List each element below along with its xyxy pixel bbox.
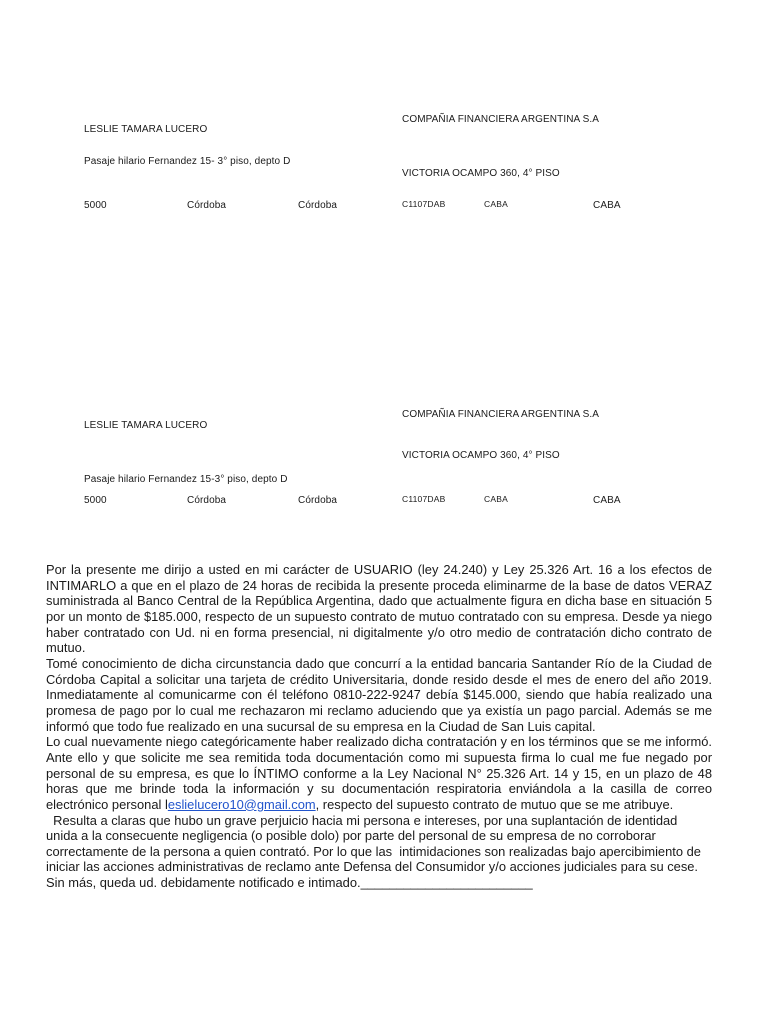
sender-name-1: LESLIE TAMARA LUCERO <box>84 124 208 135</box>
recipient-company-1: COMPAÑIA FINANCIERA ARGENTINA S.A <box>402 114 600 125</box>
sender-province-1: Córdoba <box>298 200 338 211</box>
letter-paragraph-2: Tomé conocimiento de dicha circunstancia dado que concurrí a la entidad bancaria Santander Río de la Ciudad de Córdoba Capital a solicitar una tarjeta de crédito Universitaria, donde resido desde el mes de enero del año 2019. Inmediatamente al comunicarme con él teléfono 0810-222-9247 debía $145.000, siendo que había realizado una promesa de pago por lo cual me rechazaron mi reclamo aduciendo que ya existía un pago parcial. Además se me informó que todo fue realizado en una sucursal de su empresa en la Ciudad de San Luis capital. <box>46 655 712 734</box>
letter-body <box>46 562 712 891</box>
email-link[interactable]: eslielucero10@gmail.com <box>167 796 316 812</box>
recipient-city-1: CABA <box>484 199 508 209</box>
sender-name-2: LESLIE TAMARA LUCERO <box>84 420 208 431</box>
recipient-company-2: COMPAÑIA FINANCIERA ARGENTINA S.A <box>402 409 600 420</box>
recipient-postal-2: C1107DAB <box>402 494 446 504</box>
sender-city-1: Córdoba <box>187 200 227 211</box>
sender-province-2: Córdoba <box>298 495 338 506</box>
recipient-city-2: CABA <box>484 494 508 504</box>
recipient-postal-1: C1107DAB <box>402 199 446 209</box>
letter-paragraph-3-text: Lo cual nuevamente niego categóricamente haber realizado dicha contratación y en los términos que se me informó. Ante ello y que solicite me sea remitida toda documentación como mi supuesta firma lo cual me fue negado por personal de su empresa, es que lo ÍNTIMO conforme a la Ley Nacional N° 25.326 Art. 14 y 15, en un plazo de 48 horas que me brinde toda la información y su documentación respiratoria enviándola a la casilla de correo electrónico personal l <box>46 734 712 812</box>
letter-paragraph-4: Resulta a claras que hubo un grave perjuicio hacia mi persona e intereses, por una suplantación de identidad unida a la consecuente negligencia (o posible dolo) por parte del personal de su empresa de no corroborar correctamente de la persona a quien contrató. Por lo que las intimidaciones son realizadas bajo apercibimiento de iniciar las acciones administrativas de reclamo ante Defensa del Consumidor y/o acciones judiciales para su cese. Sin más, queda ud. debidamente notificado e intimado.________________________ <box>46 812 706 891</box>
sender-address-1: Pasaje hilario Fernandez 15- 3° piso, depto D <box>84 156 291 167</box>
recipient-province-1: CABA <box>593 200 621 211</box>
sender-city-2: Córdoba <box>187 495 227 506</box>
letter-paragraph-3-tail: , respecto del supuesto contrato de mutuo que se me atribuye. <box>315 796 674 812</box>
recipient-address-1: VICTORIA OCAMPO 360, 4° PISO <box>402 168 560 179</box>
recipient-province-2: CABA <box>593 495 621 506</box>
sender-postal-2: 5000 <box>84 495 107 506</box>
sender-postal-1: 5000 <box>84 200 107 211</box>
recipient-address-2: VICTORIA OCAMPO 360, 4° PISO <box>402 450 560 461</box>
letter-paragraph-3 <box>46 734 712 812</box>
letter-paragraph-1: Por la presente me dirijo a usted en mi carácter de USUARIO (ley 24.240) y Ley 25.326 Art. 16 a los efectos de INTIMARLO a que en el plazo de 24 horas de recibida la presente proceda eliminarme de la base de datos VERAZ suministrada al Banco Central de la República Argentina, dado que actualmente figura en dicha base en situación 5 por un monto de $185.000, respecto de un supuesto contrato de mutuo contratado con su empresa. Desde ya niego haber contratado con Ud. ni en forma presencial, ni digitalmente y/o otro medio de contratación dicho contrato de mutuo. <box>46 562 712 656</box>
sender-address-2: Pasaje hilario Fernandez 15-3° piso, depto D <box>84 474 288 485</box>
